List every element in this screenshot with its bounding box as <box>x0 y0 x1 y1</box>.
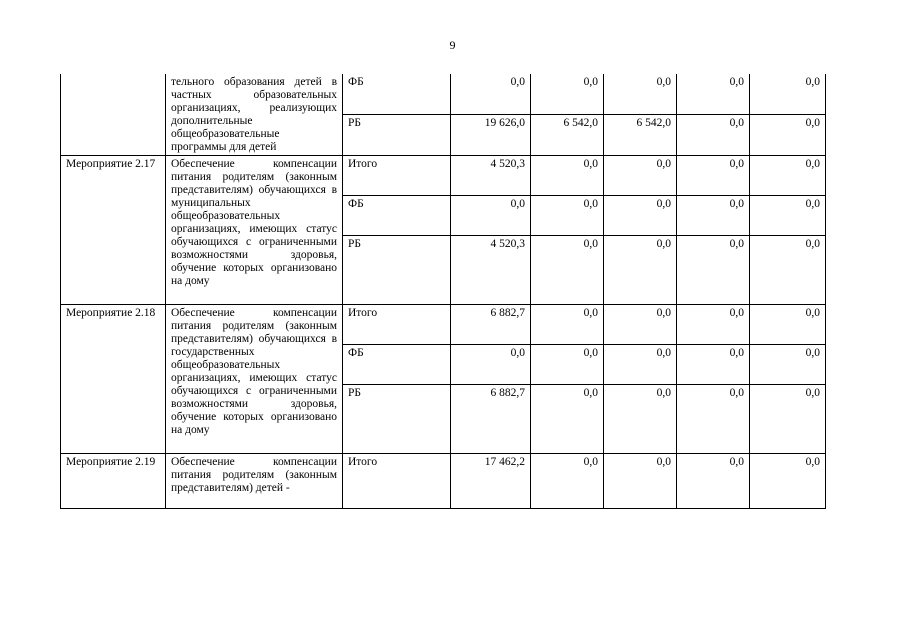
table-row <box>61 74 826 114</box>
value-cell: 0,0 <box>677 114 750 155</box>
value-cell: 0,0 <box>677 195 750 235</box>
value-cell: 0,0 <box>677 384 750 453</box>
fund-cell: ФБ <box>343 195 451 235</box>
activity-cell: Мероприятие 2.17 <box>61 155 166 304</box>
value-cell: 0,0 <box>531 344 604 384</box>
value-cell: 0,0 <box>750 235 826 304</box>
value-cell: 6 882,7 <box>451 304 531 344</box>
value-cell: 0,0 <box>531 74 604 114</box>
value-cell: 0,0 <box>451 344 531 384</box>
value-cell: 6 542,0 <box>531 114 604 155</box>
table-row <box>61 304 826 344</box>
value-cell: 4 520,3 <box>451 235 531 304</box>
value-cell: 0,0 <box>531 155 604 195</box>
value-cell: 0,0 <box>677 453 750 508</box>
page-number: 9 <box>449 38 456 52</box>
fund-cell: РБ <box>343 384 451 453</box>
value-cell: 0,0 <box>604 235 677 304</box>
value-cell: 0,0 <box>604 195 677 235</box>
value-cell: 0,0 <box>750 195 826 235</box>
value-cell: 4 520,3 <box>451 155 531 195</box>
description-cell: Обеспечение компенсации питания родителям (законным представителям) обучающихся в государственных общеобразовательных организациях, имеющих статус обучающихся с ограниченными возможностями здоровья, обучение которых организовано на дому <box>166 304 343 453</box>
activity-cell <box>61 74 166 155</box>
value-cell: 0,0 <box>677 344 750 384</box>
value-cell: 0,0 <box>677 235 750 304</box>
value-cell: 19 626,0 <box>451 114 531 155</box>
value-cell: 0,0 <box>750 384 826 453</box>
value-cell: 0,0 <box>750 155 826 195</box>
value-cell: 0,0 <box>604 74 677 114</box>
value-cell: 0,0 <box>750 344 826 384</box>
fund-cell: РБ <box>343 114 451 155</box>
budget-table <box>60 74 826 509</box>
fund-cell: ФБ <box>343 74 451 114</box>
value-cell: 17 462,2 <box>451 453 531 508</box>
value-cell: 0,0 <box>531 235 604 304</box>
value-cell: 0,0 <box>604 453 677 508</box>
fund-cell: Итого <box>343 304 451 344</box>
value-cell: 0,0 <box>451 195 531 235</box>
fund-cell: Итого <box>343 453 451 508</box>
table-row <box>61 155 826 195</box>
value-cell: 0,0 <box>750 74 826 114</box>
fund-cell: РБ <box>343 235 451 304</box>
value-cell: 0,0 <box>531 195 604 235</box>
value-cell: 0,0 <box>750 114 826 155</box>
value-cell: 0,0 <box>604 384 677 453</box>
description-cell: Обеспечение компенсации питания родителям (законным представителям) обучающихся в муниципальных общеобразовательных организациях, имеющих статус обучающихся с ограниченными возможностями здоровья, обучение которых организовано на дому <box>166 155 343 304</box>
value-cell: 0,0 <box>750 453 826 508</box>
value-cell: 0,0 <box>604 344 677 384</box>
value-cell: 0,0 <box>677 155 750 195</box>
value-cell: 0,0 <box>531 304 604 344</box>
value-cell: 0,0 <box>531 384 604 453</box>
activity-cell: Мероприятие 2.18 <box>61 304 166 453</box>
value-cell: 0,0 <box>451 74 531 114</box>
table-row <box>61 453 826 508</box>
value-cell: 0,0 <box>677 74 750 114</box>
description-cell: тельного образования детей в частных образовательных организациях, реализующих дополнительные общеобразовательные программы для детей <box>166 74 343 155</box>
fund-cell: ФБ <box>343 344 451 384</box>
value-cell: 0,0 <box>531 453 604 508</box>
value-cell: 6 882,7 <box>451 384 531 453</box>
activity-cell: Мероприятие 2.19 <box>61 453 166 508</box>
value-cell: 0,0 <box>677 304 750 344</box>
value-cell: 6 542,0 <box>604 114 677 155</box>
value-cell: 0,0 <box>604 155 677 195</box>
value-cell: 0,0 <box>750 304 826 344</box>
fund-cell: Итого <box>343 155 451 195</box>
value-cell: 0,0 <box>604 304 677 344</box>
description-cell: Обеспечение компенсации питания родителям (законным представителям) детей - <box>166 453 343 508</box>
